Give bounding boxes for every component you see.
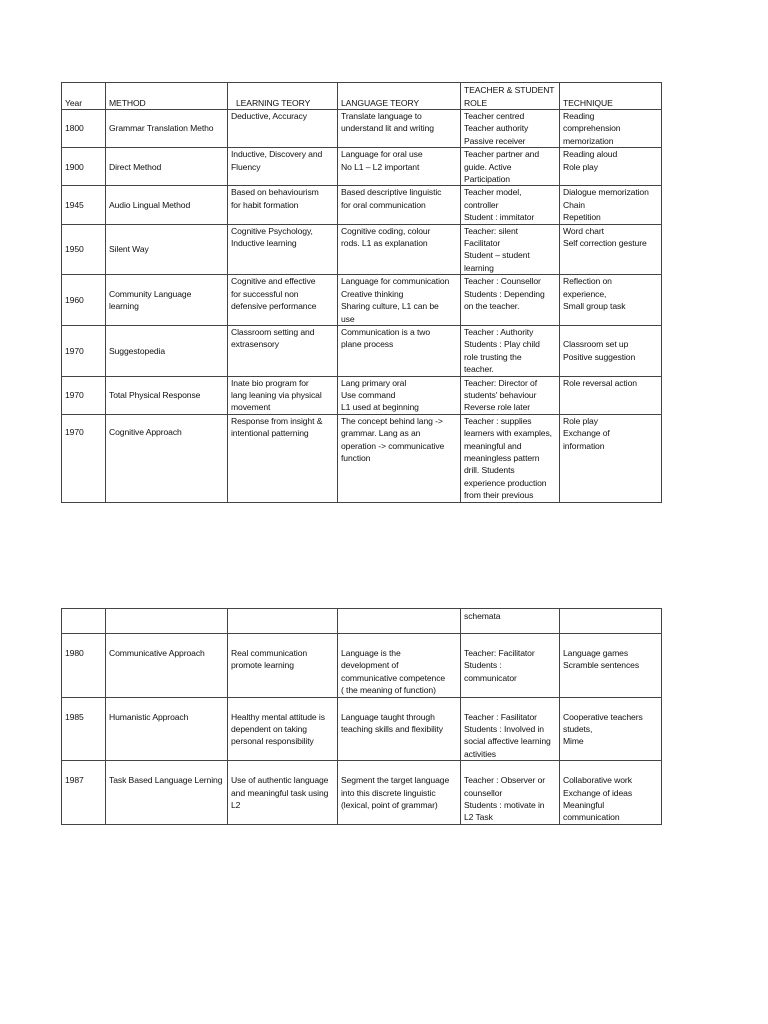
technique-cell: Reading aloud Role play [560,148,662,186]
role-cell: Teacher : supplies learners with examples, meaningful and meaningless pattern drill. Students experience production from their previous [461,414,560,502]
language-theory-cell: Cognitive coding, colour rods. L1 as explanation [338,224,461,275]
header-row [62,83,662,110]
language-theory-cell: Based descriptive linguistic for oral communication [338,186,461,224]
role-cell: Teacher partner and guide. Active Participation [461,148,560,186]
table-row [62,148,662,186]
learning-theory-cell: Deductive, Accuracy [228,110,338,148]
year-cell: 1945 [62,186,106,224]
method-cell: Humanistic Approach [106,697,228,761]
role-cell: Teacher: silent Facilitator Student – student learning [461,224,560,275]
method-cell: Community Language learning [106,275,228,326]
technique-cell: Collaborative work Exchange of ideas Meaningful communication [560,761,662,825]
learning-theory-cell: Use of authentic language and meaningful task using L2 [228,761,338,825]
table-row [62,634,662,698]
learning-theory-cell [228,609,338,634]
technique-cell: Role play Exchange of information [560,414,662,502]
learning-theory-cell: Classroom setting and extrasensory [228,325,338,376]
learning-theory-cell: Cognitive Psychology, Inductive learning [228,224,338,275]
role-cell: Teacher centred Teacher authority Passive receiver [461,110,560,148]
year-cell: 1970 [62,376,106,414]
language-theory-cell: Language for communication Creative thinking Sharing culture, L1 can be use [338,275,461,326]
role-cell: schemata [461,609,560,634]
header-technique: TECHNIQUE [560,83,662,110]
language-theory-cell: The concept behind lang -> grammar. Lang as an operation -> communicative function [338,414,461,502]
table-row [62,609,662,634]
method-cell: Grammar Translation Metho [106,110,228,148]
learning-theory-cell: Response from insight & intentional patterning [228,414,338,502]
table-row [62,325,662,376]
technique-cell: Word chart Self correction gesture [560,224,662,275]
technique-cell: Role reversal action [560,376,662,414]
learning-theory-cell: Real communication promote learning [228,634,338,698]
technique-cell: Language games Scramble sentences [560,634,662,698]
language-theory-cell: Segment the target language into this discrete linguistic (lexical, point of grammar) [338,761,461,825]
technique-cell: Dialogue memorization Chain Repetition [560,186,662,224]
technique-cell [560,609,662,634]
method-cell: Communicative Approach [106,634,228,698]
learning-theory-cell: Healthy mental attitude is dependent on taking personal responsibility [228,697,338,761]
table-row [62,186,662,224]
table-row [62,697,662,761]
table-row [62,275,662,326]
year-cell: 1987 [62,761,106,825]
methods-table-bottom [61,608,662,825]
header-learning-theory: LEARNING TEORY [228,83,338,110]
method-cell: Task Based Language Lerning [106,761,228,825]
table-row [62,414,662,502]
language-theory-cell: Communication is a two plane process [338,325,461,376]
year-cell: 1970 [62,325,106,376]
language-theory-cell: Language taught through teaching skills and flexibility [338,697,461,761]
technique-cell: Cooperative teachers studets, Mime [560,697,662,761]
learning-theory-cell: Based on behaviourism for habit formation [228,186,338,224]
language-theory-cell: Translate language to understand lit and writing [338,110,461,148]
role-cell: Teacher : Authority Students : Play child role trusting the teacher. [461,325,560,376]
technique-cell: Reading comprehension memorization [560,110,662,148]
year-cell: 1970 [62,414,106,502]
learning-theory-cell: Inate bio program for lang leaning via physical movement [228,376,338,414]
header-method: METHOD [106,83,228,110]
language-theory-cell [338,609,461,634]
learning-theory-cell: Inductive, Discovery and Fluency [228,148,338,186]
role-cell: Teacher: Director of students' behaviour Reverse role later [461,376,560,414]
year-cell: 1800 [62,110,106,148]
method-cell: Direct Method [106,148,228,186]
role-cell: Teacher model, controller Student : immitator [461,186,560,224]
year-cell: 1980 [62,634,106,698]
year-cell: 1960 [62,275,106,326]
year-cell: 1985 [62,697,106,761]
table-row [62,224,662,275]
table-row [62,761,662,825]
method-cell: Audio Lingual Method [106,186,228,224]
role-cell: Teacher : Fasilitator Students : Involved in social affective learning activities [461,697,560,761]
year-cell: 1950 [62,224,106,275]
header-year: Year [62,83,106,110]
methods-table-top [61,82,662,503]
method-cell: Silent Way [106,224,228,275]
learning-theory-cell: Cognitive and effective for successful non defensive performance [228,275,338,326]
role-cell: Teacher : Observer or counsellor Students : motivate in L2 Task [461,761,560,825]
year-cell [62,609,106,634]
method-cell [106,609,228,634]
technique-cell: Classroom set up Positive suggestion [560,325,662,376]
technique-cell: Reflection on experience, Small group task [560,275,662,326]
language-theory-cell: Language is the development of communicative competence ( the meaning of function) [338,634,461,698]
header-teacher-student-role: TEACHER & STUDENT ROLE [461,83,560,110]
method-cell: Total Physical Response [106,376,228,414]
table-row [62,376,662,414]
role-cell: Teacher : Counsellor Students : Depending on the teacher. [461,275,560,326]
language-theory-cell: Language for oral use No L1 – L2 important [338,148,461,186]
table-row [62,110,662,148]
role-cell: Teacher: Facilitator Students : communicator [461,634,560,698]
year-cell: 1900 [62,148,106,186]
header-language-theory: LANGUAGE TEORY [338,83,461,110]
method-cell: Cognitive Approach [106,414,228,502]
language-theory-cell: Lang primary oral Use command L1 used at beginning [338,376,461,414]
method-cell: Suggestopedia [106,325,228,376]
